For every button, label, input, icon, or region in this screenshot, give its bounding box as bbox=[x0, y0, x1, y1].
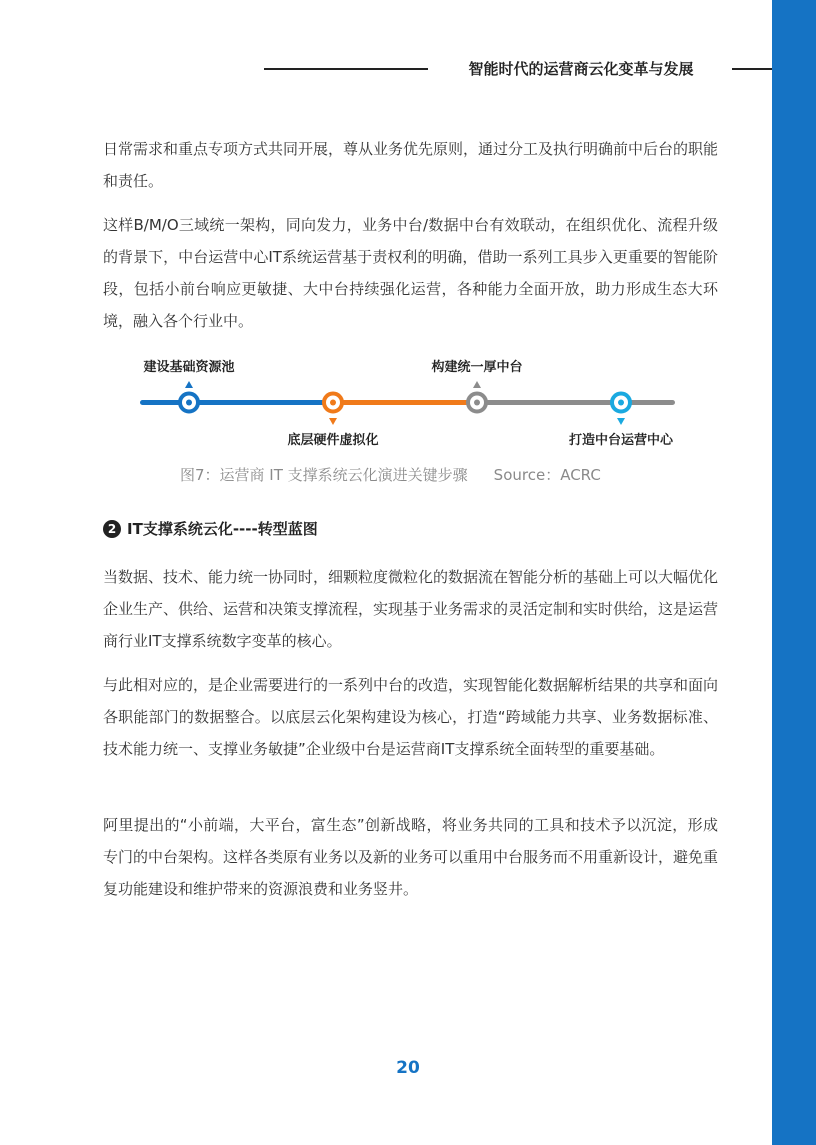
body-paragraph-5: 阿里提出的“小前端，大平台，富生态”创新战略，将业务共同的工具和技术予以沉淀，形成专门的中台架构。这样各类原有业务以及新的业务可以重用中台服务而不用重新设计，避免重复功能建设和维护带来的资源浪费和业务竖井。 bbox=[103, 816, 719, 898]
arrow-down-icon bbox=[329, 418, 337, 425]
side-color-bar bbox=[772, 0, 816, 1145]
timeline-label-4: 打造中台运营中心 bbox=[568, 433, 674, 448]
body-paragraph-1: 日常需求和重点专项方式共同开展，尊从业务优先原则，通过分工及执行明确前中后台的职能和责任。 bbox=[103, 140, 719, 190]
cloud-evolution-timeline bbox=[0, 350, 772, 460]
timeline-label-1: 建设基础资源池 bbox=[143, 360, 235, 375]
section-number-badge: 2 bbox=[103, 520, 121, 538]
header-rule-right bbox=[732, 68, 772, 70]
figure-caption bbox=[180, 464, 650, 485]
section-heading bbox=[103, 518, 318, 539]
body-paragraph-2: 这样B/M/O三域统一架构，同向发力，业务中台/数据中台有效联动，在组织优化、流程升级的背景下，中台运营中心IT系统运营基于责权利的明确，借助一系列工具步入更重要的智能阶段，包括小前台响应更敏捷、大中台持续强化运营，各种能力全面开放，助力形成生态大环境，融入各个行业中。 bbox=[103, 216, 718, 330]
timeline-segment-orange bbox=[332, 400, 477, 405]
arrow-up-icon bbox=[185, 381, 193, 388]
arrow-down-icon bbox=[617, 418, 625, 425]
page-number: 20 bbox=[396, 1058, 420, 1078]
header-rule-left bbox=[264, 68, 428, 70]
timeline-segment-blue bbox=[140, 400, 332, 405]
body-paragraph-4: 与此相对应的，是企业需要进行的一系列中台的改造，实现智能化数据解析结果的共享和面向各职能部门的数据整合。以底层云化架构建设为核心，打造“跨域能力共享、业务数据标准、技术能力统一、支撑业务敏捷”企业级中台是运营商IT支撑系统全面转型的重要基础。 bbox=[103, 676, 719, 758]
section-title: IT支撑系统云化----转型蓝图 bbox=[127, 520, 318, 538]
body-paragraph-3: 当数据、技术、能力统一协同时，细颗粒度微粒化的数据流在智能分析的基础上可以大幅优化企业生产、供给、运营和决策支撑流程，实现基于业务需求的灵活定制和实时供给，这是运营商行业IT支撑系统数字变革的核心。 bbox=[103, 568, 719, 650]
timeline-label-3: 构建统一厚中台 bbox=[431, 360, 523, 375]
figure-source: Source：ACRC bbox=[493, 466, 601, 484]
timeline-label-2: 底层硬件虚拟化 bbox=[287, 433, 379, 448]
arrow-up-icon bbox=[473, 381, 481, 388]
figure-caption-text: 图7：运营商 IT 支撑系统云化演进关键步骤 bbox=[180, 466, 468, 484]
running-header-title: 智能时代的运营商云化变革与发展 bbox=[468, 60, 694, 78]
timeline-segment-gray bbox=[477, 400, 675, 405]
